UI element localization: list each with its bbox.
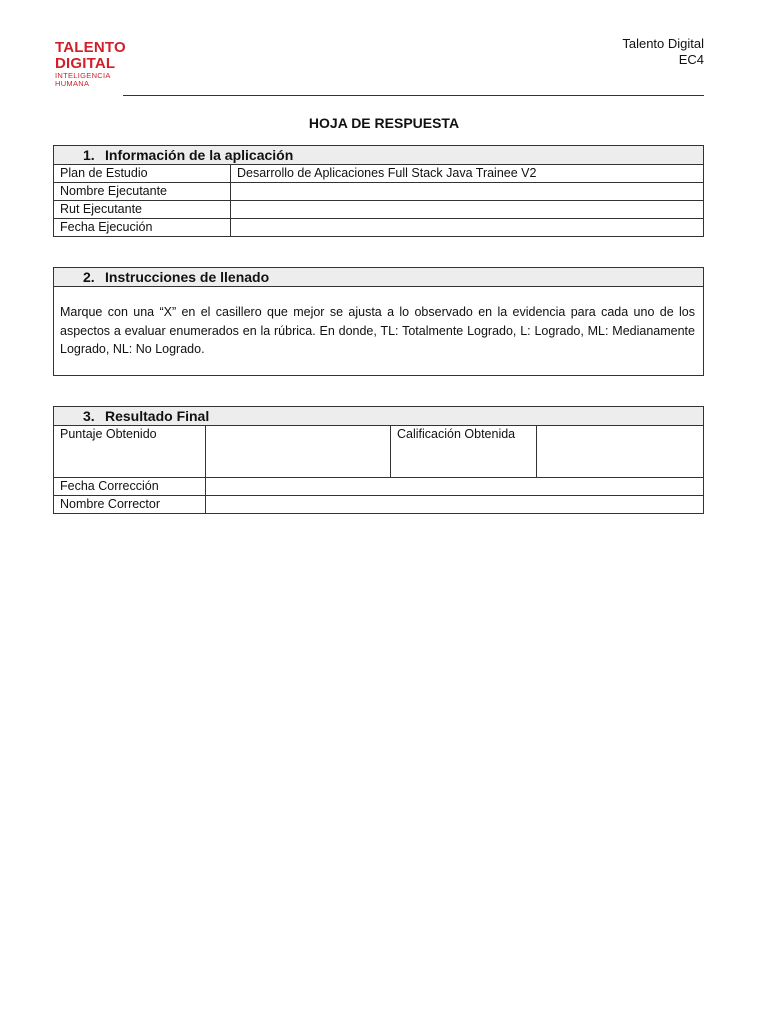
- logo-line-2: DIGITAL: [55, 55, 116, 72]
- logo-line-4: HUMANA: [55, 79, 90, 88]
- table-row: [54, 219, 704, 237]
- section-2-number: 2.: [83, 269, 95, 285]
- header-code: EC4: [678, 52, 704, 67]
- header-right: [622, 36, 704, 68]
- grade-label: Calificación Obtenida: [391, 426, 537, 478]
- section-3-heading: Resultado Final: [105, 408, 210, 424]
- page-title: HOJA DE RESPUESTA: [308, 115, 460, 131]
- instructions-table: [53, 267, 704, 376]
- correction-date-label: Fecha Corrección: [54, 478, 206, 496]
- application-info-table: [53, 145, 704, 237]
- section-2-header: [54, 268, 704, 287]
- table-row: [54, 496, 704, 514]
- section-1-number: 1.: [83, 147, 95, 163]
- score-field[interactable]: [206, 426, 391, 478]
- instructions-text: Marque con una “X” en el casillero que mejor se ajusta a lo observado en la evidencia para cada uno de los aspectos a evaluar enumerados en la rúbrica. En donde, TL: Totalmente Logrado, L: Logrado, ML: Medianamente Logrado, NL: No Logrado.: [54, 287, 704, 376]
- section-3-number: 3.: [83, 408, 95, 424]
- executor-rut-label: Rut Ejecutante: [54, 201, 231, 219]
- correction-date-field[interactable]: [206, 478, 704, 496]
- table-row: [54, 165, 704, 183]
- table-row: [54, 183, 704, 201]
- logo-line-3: INTELIGENCIA: [55, 71, 111, 80]
- talento-digital-logo: [55, 40, 126, 88]
- executor-name-field[interactable]: [231, 183, 704, 201]
- plan-label: Plan de Estudio: [54, 165, 231, 183]
- corrector-name-field[interactable]: [206, 496, 704, 514]
- section-3-header: [54, 407, 704, 426]
- header-divider: [123, 95, 704, 96]
- logo-line-1: TALENTO: [55, 39, 126, 56]
- executor-name-label: Nombre Ejecutante: [54, 183, 231, 201]
- instructions-row: [54, 287, 704, 376]
- corrector-name-label: Nombre Corrector: [54, 496, 206, 514]
- executor-rut-field[interactable]: [231, 201, 704, 219]
- table-row: [54, 201, 704, 219]
- section-1-header: [54, 146, 704, 165]
- score-label: Puntaje Obtenido: [54, 426, 206, 478]
- grade-field[interactable]: [537, 426, 704, 478]
- execution-date-field[interactable]: [231, 219, 704, 237]
- execution-date-label: Fecha Ejecución: [54, 219, 231, 237]
- section-1-heading: Información de la aplicación: [105, 147, 294, 163]
- header-org: Talento Digital: [622, 36, 704, 51]
- table-row: [54, 426, 704, 478]
- plan-value[interactable]: Desarrollo de Aplicaciones Full Stack Java Trainee V2: [231, 165, 704, 183]
- final-result-table: [53, 406, 704, 514]
- table-row: [54, 478, 704, 496]
- section-2-heading: Instrucciones de llenado: [105, 269, 270, 285]
